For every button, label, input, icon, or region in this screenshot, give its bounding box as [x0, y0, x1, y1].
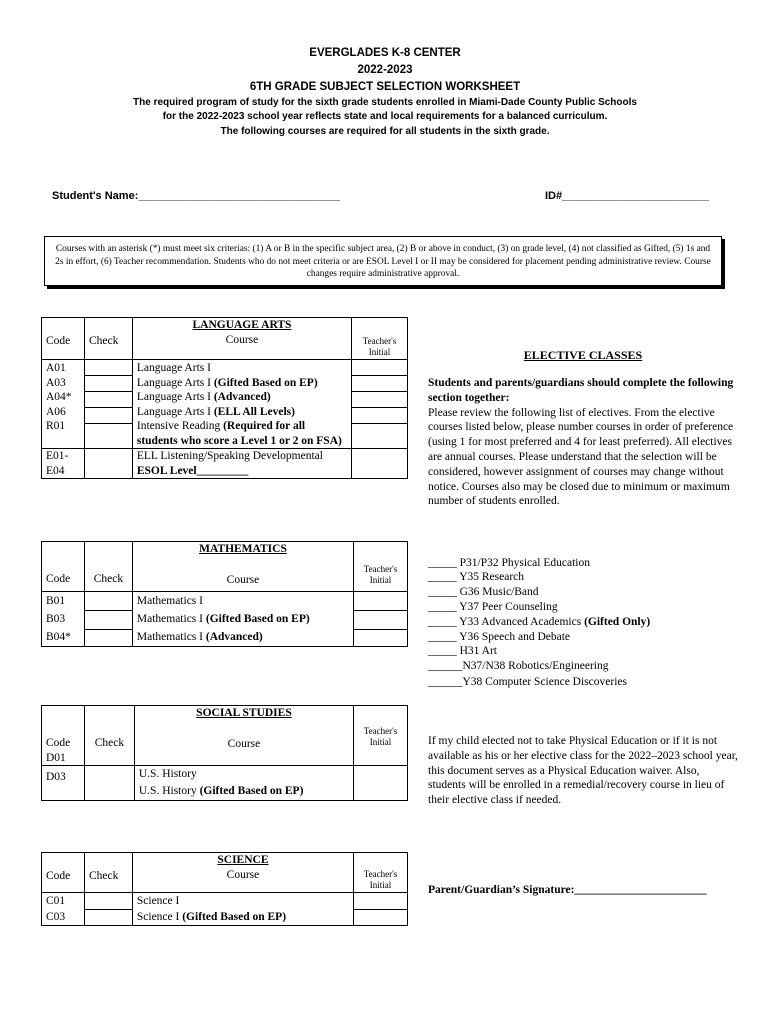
la-course-7[interactable]: ESOL Level_________	[136, 464, 249, 477]
la-teacher-cell[interactable]	[352, 360, 408, 449]
elective-item-robotics[interactable]: ______N37/N38 Robotics/Engineering	[428, 660, 609, 672]
math-col-course	[132, 542, 353, 592]
ss-teacher-cell[interactable]	[354, 766, 408, 801]
ss-courses	[134, 766, 353, 801]
la-codes-ell: E01- E04	[42, 449, 85, 479]
mathematics-title: MATHEMATICS	[199, 543, 287, 555]
sci-col-course-label: Course	[226, 868, 260, 881]
intro-line-3: The following courses are required for all students in the sixth grade.	[220, 126, 550, 137]
ss-code-2: D03	[42, 766, 85, 801]
sci-col-teacher: Teacher's Initial	[354, 853, 408, 893]
ss-col-course-label: Course	[227, 737, 261, 750]
language-arts-table	[41, 317, 408, 479]
elective-item-peer-counseling[interactable]: _____ Y37 Peer Counseling	[428, 601, 558, 613]
elective-item-computer-science[interactable]: ______Y38 Computer Science Discoveries	[428, 676, 627, 688]
sci-col-code: Code	[42, 853, 85, 893]
math-courses	[132, 592, 353, 647]
sci-courses	[132, 893, 353, 926]
elective-item-pe[interactable]: _____ P31/P32 Physical Education	[428, 557, 590, 569]
sci-course-1: Science I	[136, 895, 180, 907]
ss-course-1: U.S. History	[138, 768, 197, 780]
elective-item-music[interactable]: _____ G36 Music/Band	[428, 586, 539, 598]
col-teacher-initial: Teacher's Initial	[352, 318, 408, 360]
social-studies-table	[41, 705, 408, 801]
la-course-3: Language Arts I (Advanced)	[136, 391, 271, 403]
ss-check-cell[interactable]	[84, 766, 134, 801]
la-course-5: Intensive Reading (Required for all students who score a Level 1 or 2 on FSA)	[136, 420, 342, 447]
math-col-teacher: Teacher's Initial	[354, 542, 408, 592]
math-col-code: Code	[42, 542, 85, 592]
intro-line-2: for the 2022-2023 school year reflects state and local requirements for a balanced curriculum.	[162, 111, 608, 122]
social-studies-title: SOCIAL STUDIES	[196, 707, 292, 719]
la-ell-courses	[132, 449, 351, 479]
ss-col-course	[134, 706, 353, 766]
parent-signature-field[interactable]: Parent/Guardian’s Signature:_______________________	[428, 884, 707, 896]
math-teacher-cell[interactable]	[354, 592, 408, 647]
ss-col-teacher: Teacher's Initial	[354, 706, 408, 766]
la-course-2: Language Arts I (Gifted Based on EP)	[136, 376, 318, 389]
la-courses	[132, 360, 351, 449]
math-course-1: Mathematics I	[136, 595, 203, 607]
pe-waiver-text: If my child elected not to take Physical Education or if it is not available as his or her elective class for the 2022–2023 school year, this document serves as a Physical Education waiver. Also, students will be enrolled in a remedial/recovery course in lieu of their elective class if needed.	[428, 735, 738, 807]
math-col-check: Check	[84, 542, 132, 592]
electives-title: ELECTIVE CLASSES	[523, 348, 643, 362]
la-ell-teacher[interactable]	[352, 449, 408, 479]
col-code: Code	[42, 318, 85, 360]
electives-instructions	[428, 376, 738, 509]
intro-line-1: The required program of study for the sixth grade students enrolled in Miami-Dade County Public Schools	[133, 97, 637, 108]
la-codes: A01 A03 A04* A06 R01	[42, 360, 85, 449]
science-table	[41, 852, 408, 926]
ss-course-2: U.S. History (Gifted Based on EP)	[138, 785, 304, 797]
math-check-cell[interactable]	[84, 592, 132, 647]
science-title: SCIENCE	[217, 854, 269, 866]
col-course-label: Course	[225, 333, 259, 346]
col-check: Check	[84, 318, 132, 360]
student-id-field[interactable]: ID#________________________	[545, 190, 709, 202]
sci-teacher-cell[interactable]	[354, 893, 408, 926]
gifted-only-label: (Gifted Only)	[584, 616, 651, 628]
math-codes: B01 B03 B04*	[42, 592, 85, 647]
la-course-6: ELL Listening/Speaking Developmental	[136, 450, 323, 462]
sci-col-course	[132, 853, 353, 893]
math-col-course-label: Course	[226, 573, 260, 586]
electives-instr-bold: Students and parents/guardians should complete the following section together:	[428, 377, 734, 404]
la-ell-check[interactable]	[84, 449, 132, 479]
elective-item-advanced-academics[interactable]: _____ Y33 Advanced Academics (Gifted Only)	[428, 616, 651, 628]
col-course	[132, 318, 351, 360]
sci-codes: C01 C03	[42, 893, 85, 926]
electives-instr-text: Please review the following list of electives. From the elective courses listed below, please number courses in order of preference (using 1 for most preferred and 4 for least preferred). All electives are annual courses. Please understand that the selection will be considered, however assignment of courses may change without notice. Courses also may be closed due to minimum or maximum number of students enrolled.	[428, 406, 734, 508]
criteria-note: Courses with an asterisk (*) must meet six criterias: (1) A or B in the specific subject area, (2) B or above in conduct, (3) on grade level, (4) not classified as Gifted, (5) 1s and 2s in effort, (6) Teacher recommendation. Students who do not meet criteria or are ESOL Level I or II may be considered for placement pending administrative review. Course changes require administrative approval.	[44, 236, 722, 286]
elective-item-research[interactable]: _____ Y35 Research	[428, 571, 525, 583]
sci-check-cell[interactable]	[84, 893, 132, 926]
la-check-cell[interactable]	[84, 360, 132, 449]
school-year: 2022-2023	[357, 64, 413, 76]
la-course-4: Language Arts I (ELL All Levels)	[136, 405, 295, 418]
elective-item-speech-debate[interactable]: _____ Y36 Speech and Debate	[428, 631, 571, 643]
ss-code-1: D01	[46, 751, 66, 764]
page-title: 6TH GRADE SUBJECT SELECTION WORKSHEET	[249, 81, 521, 93]
school-name: EVERGLADES K-8 CENTER	[309, 47, 461, 59]
ss-col-code: Code D01	[42, 706, 85, 766]
student-name-field[interactable]: Student's Name:_________________________________	[52, 190, 341, 202]
mathematics-table	[41, 541, 408, 647]
sci-course-2: Science I (Gifted Based on EP)	[136, 911, 287, 923]
la-course-1: Language Arts I	[136, 362, 211, 374]
math-course-2: Mathematics I (Gifted Based on EP)	[136, 613, 310, 625]
ss-col-check: Check	[84, 706, 134, 766]
elective-item-art[interactable]: _____ H31 Art	[428, 645, 497, 657]
math-course-3: Mathematics I (Advanced)	[136, 631, 263, 643]
sci-col-check: Check	[84, 853, 132, 893]
language-arts-title: LANGUAGE ARTS	[192, 319, 292, 331]
